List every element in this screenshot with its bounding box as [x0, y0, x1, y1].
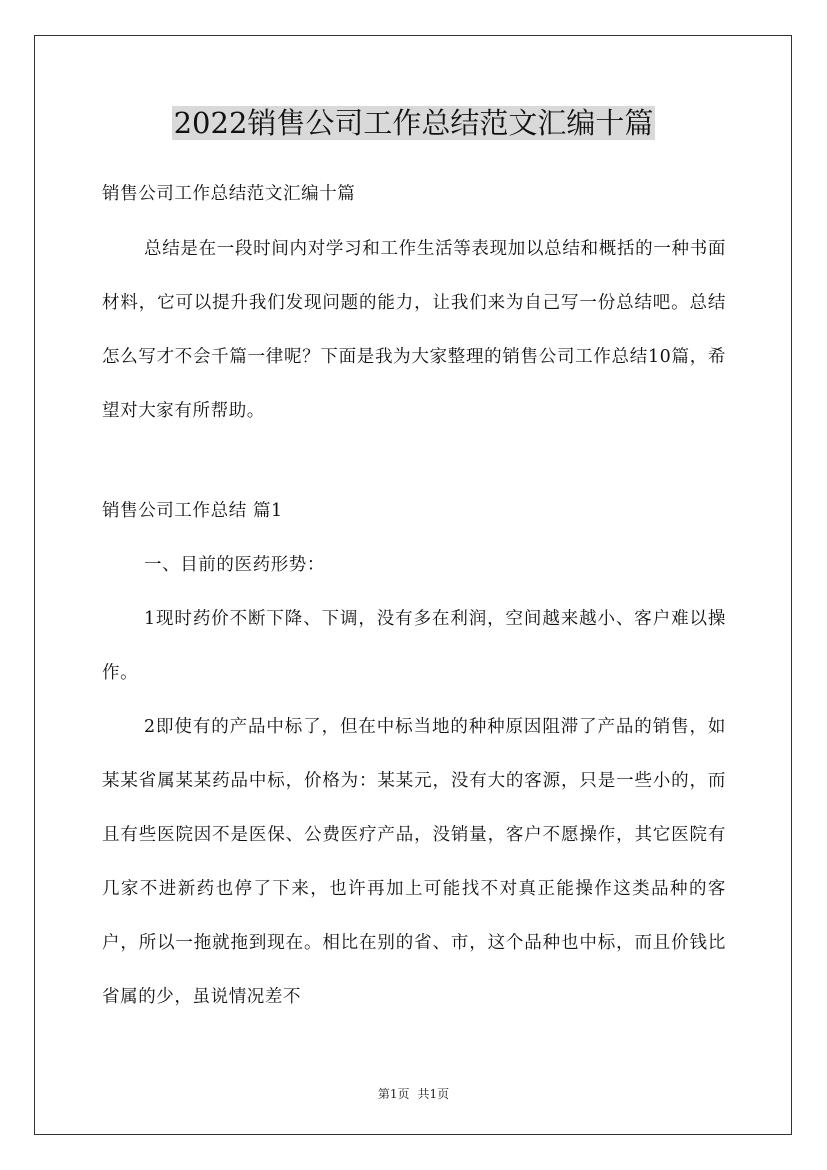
document-title — [0, 104, 827, 142]
page-footer — [0, 1085, 827, 1102]
paragraph-1: 1现时药价不断下降、下调，没有多在利润，空间越来越小、客户难以操作。 — [102, 609, 726, 683]
title-text: 2022销售公司工作总结范文汇编十篇 — [173, 106, 654, 140]
section-heading: 销售公司工作总结 篇1 — [102, 501, 283, 521]
paragraph-2: 2即使有的产品中标了，但在中标当地的种种原因阻滞了产品的销售，如某某省属某某药品中标，价格为：某某元，没有大的客源，只是一些小的，而且有些医院因不是医保、公费医疗产品，没销量，客户不愿操作，其它医院有几家不进新药也停了下来，也许再加上可能找不对真正能操作这类品种的客户，所以一拖就拖到现在。相比在别的省、市，这个品种也中标，而且价钱比省属的少，虽说情况差不 — [102, 717, 726, 1007]
document-body — [102, 168, 726, 1024]
page-total: 共1页 — [417, 1087, 450, 1101]
page-number: 第1页 — [377, 1087, 410, 1101]
subtitle: 销售公司工作总结范文汇编十篇 — [102, 184, 356, 204]
subsection-heading: 一、目前的医药形势： — [144, 555, 325, 575]
intro-paragraph: 总结是在一段时间内对学习和工作生活等表现加以总结和概括的一种书面材料，它可以提升我们发现问题的能力，让我们来为自己写一份总结吧。总结怎么写才不会千篇一律呢？下面是我为大家整理的销售公司工作总结10篇，希望对大家有所帮助。 — [102, 239, 726, 421]
